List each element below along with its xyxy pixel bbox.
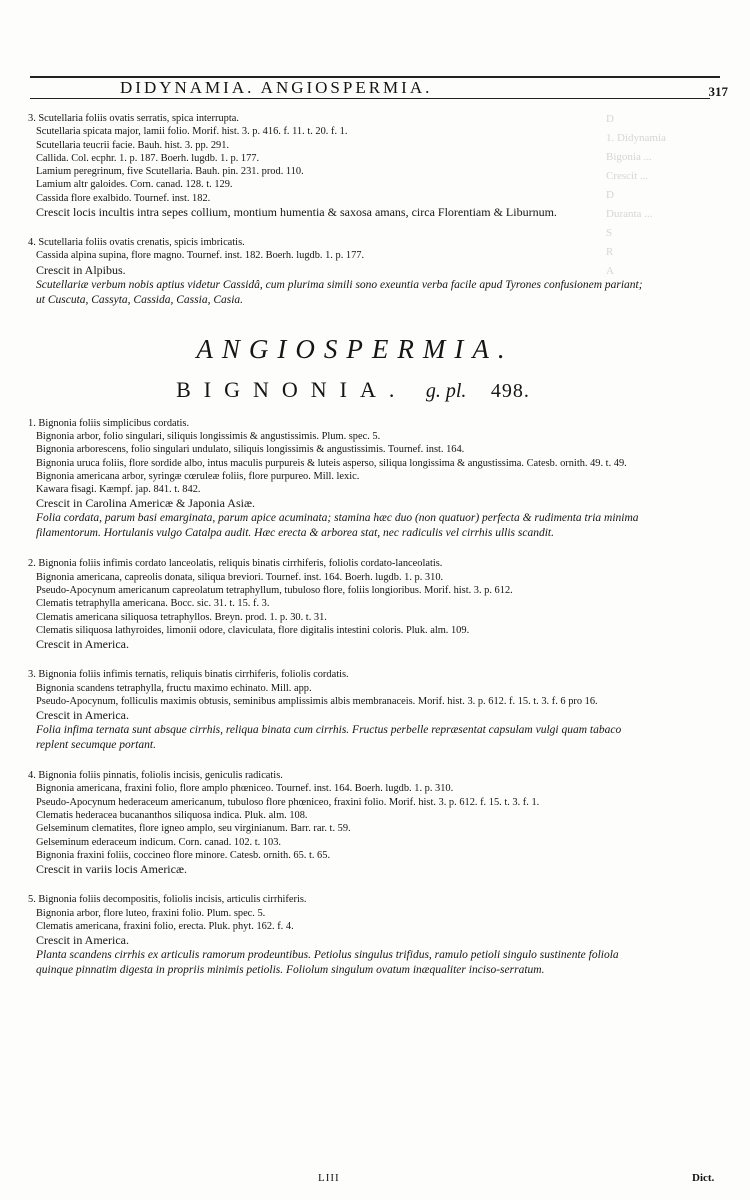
species-diagnosis: 3. Bignonia foliis infimis ternatis, reliquis binatis cirrhiferis, foliolis cordatis. xyxy=(28,669,349,681)
header-rule-bottom xyxy=(30,98,710,99)
synonym-line: Cassida flore exalbido. Tournef. inst. 182. xyxy=(36,192,211,204)
entry-gap xyxy=(28,753,644,769)
habitat-line: Crescit in America. xyxy=(36,708,129,723)
bleed-through-line: A xyxy=(606,265,614,277)
species-entry xyxy=(28,893,644,978)
synonym-line: Bignonia americana, fraxini folio, flore amplo phœniceo. Tournef. inst. 164. Boerh. lugdb. 1. p. 310. xyxy=(36,783,454,795)
entry-gap xyxy=(28,978,644,994)
synonym-line: Bignonia arbor, flore luteo, fraxini folio. Plum. spec. 5. xyxy=(36,907,266,919)
synonym-line: Gelseminum clematites, flore igneo amplo, seu virginianum. Barr. rar. t. 59. xyxy=(36,823,351,835)
catchword: Dict. xyxy=(692,1172,715,1184)
synonym-line: Cassida alpina supina, flore magno. Tournef. inst. 182. Boerh. lugdb. 1. p. 177. xyxy=(36,250,365,262)
bleed-through-line: D xyxy=(606,113,614,125)
species-entry xyxy=(28,668,644,753)
habitat-line: Crescit in America. xyxy=(36,933,129,948)
synonym-line: Pseudo-Apocynum, folliculis maximis obtusis, seminibus amplissimis albis membranaceis. Morif. hist. 3. p. 612. f. 15. t. 3. f. 6 pro 16. xyxy=(36,695,598,707)
species-note: Planta scandens cirrhis ex articulis ramorum prodeuntibus. Petiolus singulus trifidus, ramulo petioli singulo sustinente foliola quinque pinnatim digesta in propriis minimis petiolis. Foliolum singulum ovatum inæqualiter inciso-serratum. xyxy=(36,949,619,977)
scutellaria-entries xyxy=(28,112,644,324)
genus-heading xyxy=(62,377,644,403)
synonym-line: Bignonia arborescens, folio singulari undulato, siliquis longissimis & angustissimis. Tournef. inst. 164. xyxy=(36,444,465,456)
entry-gap xyxy=(28,541,644,557)
synonym-line: Callida. Col. ecphr. 1. p. 187. Boerh. lugdb. 1. p. 177. xyxy=(36,152,260,164)
species-diagnosis: 4. Bignonia foliis pinnatis, foliolis incisis, geniculis radicatis. xyxy=(28,770,283,782)
page-number: 317 xyxy=(708,84,728,99)
synonym-line: Pseudo-Apocynum hederaceum americanum, tubuloso flore phœniceo, fraxini folio. Morif. hist. 3. p. 612. f. 15. t. 3. f. 1. xyxy=(36,796,540,808)
species-entry xyxy=(28,417,644,542)
species-entry xyxy=(28,236,644,308)
species-diagnosis: 3. Scutellaria foliis ovatis serratis, spica interrupta. xyxy=(28,113,239,124)
species-entry xyxy=(28,112,644,220)
synonym-line: Scutellaria teucrii facie. Bauh. hist. 3. pp. 291. xyxy=(36,139,230,151)
synonym-line: Bignonia uruca foliis, flore sordide albo, intus maculis purpureis & luteis asperso, siliqua longissima & angustissima. Catesb. ornith. 49. t. 49. xyxy=(36,457,627,469)
synonym-line: Lamium altr galoides. Corn. canad. 128. t. 129. xyxy=(36,179,233,191)
habitat-line: Crescit in Carolina Americæ & Japonia Asiæ. xyxy=(36,496,255,511)
genus-name: BIGNONIA. xyxy=(176,376,408,402)
page-body xyxy=(28,112,644,994)
running-title: DIDYNAMIA. ANGIOSPERMIA. xyxy=(120,78,433,97)
entry-gap xyxy=(28,220,644,236)
species-diagnosis: 5. Bignonia foliis decompositis, foliolis incisis, articulis cirrhiferis. xyxy=(28,894,307,906)
synonym-line: Scutellaria spicata major, lamii folio. Morif. hist. 3. p. 416. f. 11. t. 20. f. 1. xyxy=(36,126,348,138)
bleed-through-line: 1. Didynamia xyxy=(606,132,666,144)
habitat-line: Crescit locis incultis intra sepes collium, montium humentia & saxosa amans, circa Florentiam & Liburnum. xyxy=(36,205,557,220)
signature-mark: LIII xyxy=(318,1172,340,1184)
synonym-line: Bignonia americana arbor, syringæ cœruleæ foliis, flore purpureo. Mill. lexic. xyxy=(36,470,360,482)
genus-gpl: g. pl. xyxy=(425,379,467,402)
synonym-line: Clematis hederacea bucananthos siliquosa indica. Pluk. alm. 108. xyxy=(36,810,308,822)
entry-gap xyxy=(28,877,644,893)
species-diagnosis: 2. Bignonia foliis infimis cordato lanceolatis, reliquis binatis cirrhiferis, foliolis cordato-lanceolatis. xyxy=(28,558,443,570)
synonym-line: Gelseminum ederaceum indicum. Corn. canad. 102. t. 103. xyxy=(36,836,281,848)
entry-gap xyxy=(28,652,644,668)
habitat-line: Crescit in Alpibus. xyxy=(36,262,126,277)
synonym-line: Clematis americana siliquosa tetraphyllos. Breyn. prod. 1. p. 30. t. 31. xyxy=(36,611,327,623)
genus-number: 498. xyxy=(490,379,530,402)
bleed-through-line: Crescit ... xyxy=(606,170,649,182)
bleed-through-line: Duranta ... xyxy=(606,208,653,220)
synonym-line: Clematis americana, fraxini folio, erecta. Pluk. phyt. 162. f. 4. xyxy=(36,920,294,932)
bleed-through-line: S xyxy=(606,227,613,239)
synonym-line: Bignonia fraxini foliis, coccineo flore minore. Catesb. ornith. 65. t. 65. xyxy=(36,849,331,861)
synonym-line: Lamium peregrinum, five Scutellaria. Bauh. pin. 231. prod. 110. xyxy=(36,166,304,178)
synonym-line: Pseudo-Apocynum americanum capreolatum tetraphyllum, tubuloso flore, foliis longioribus. Morif. hist. 3. p. 612. xyxy=(36,585,513,597)
synonym-line: Bignonia arbor, folio singulari, siliquis longissimis & angustissimis. Plum. spec. 5. xyxy=(36,430,381,442)
entry-gap xyxy=(28,308,644,324)
synonym-line: Clematis siliquosa lathyroides, limonii odore, claviculata, flore digitalis intestini coloris. Pluk. alm. 109. xyxy=(36,624,470,636)
bleed-through-line: Bigonia ... xyxy=(606,151,652,163)
habitat-line: Crescit in America. xyxy=(36,637,129,652)
section-title: ANGIOSPERMIA. xyxy=(196,333,514,364)
species-note: Scutellariæ verbum nobis aptius videtur Cassidâ, cum plurima simili sono exeuntia verba facile apud Tyrones confusionem pariant; ut Cuscuta, Cassyta, Cassida, Cassia, Casia. xyxy=(36,278,643,306)
species-diagnosis: 4. Scutellaria foliis ovatis crenatis, spicis imbricatis. xyxy=(28,237,245,249)
species-entry xyxy=(28,769,644,877)
synonym-line: Bignonia scandens tetraphylla, fructu maximo echinato. Mill. app. xyxy=(36,682,312,694)
synonym-line: Bignonia americana, capreolis donata, siliqua breviori. Tournef. inst. 164. Boerh. lugdb. 1. p. 310. xyxy=(36,571,444,583)
species-entry xyxy=(28,557,644,652)
synonym-line: Kawara fisagi. Kæmpf. jap. 841. t. 842. xyxy=(36,484,201,496)
habitat-line: Crescit in variis locis Americæ. xyxy=(36,862,187,877)
species-diagnosis: 1. Bignonia foliis simplicibus cordatis. xyxy=(28,417,190,429)
page-header xyxy=(30,72,728,99)
species-note: Folia infima ternata sunt absque cirrhis, reliqua binata cum cirrhis. Fructus perbelle repræsentat capsulam vulgi quam tabaco replent secumque portant. xyxy=(36,724,622,752)
bleed-through-line: R xyxy=(606,246,614,258)
bignonia-entries xyxy=(28,417,644,994)
species-note: Folia cordata, parum basi emarginata, parum apice acuminata; stamina hæc duo (non quatuor) perfecta & rudimenta tria minima filamentorum. Hortulanis vulgo Catalpa audit. Hæc erecta & arborea stat, nec radiculis vel cirrhis ullis scandit. xyxy=(36,512,639,540)
synonym-line: Clematis tetraphylla americana. Bocc. sic. 31. t. 15. f. 3. xyxy=(36,598,270,610)
bleed-through-line: D xyxy=(606,189,614,201)
